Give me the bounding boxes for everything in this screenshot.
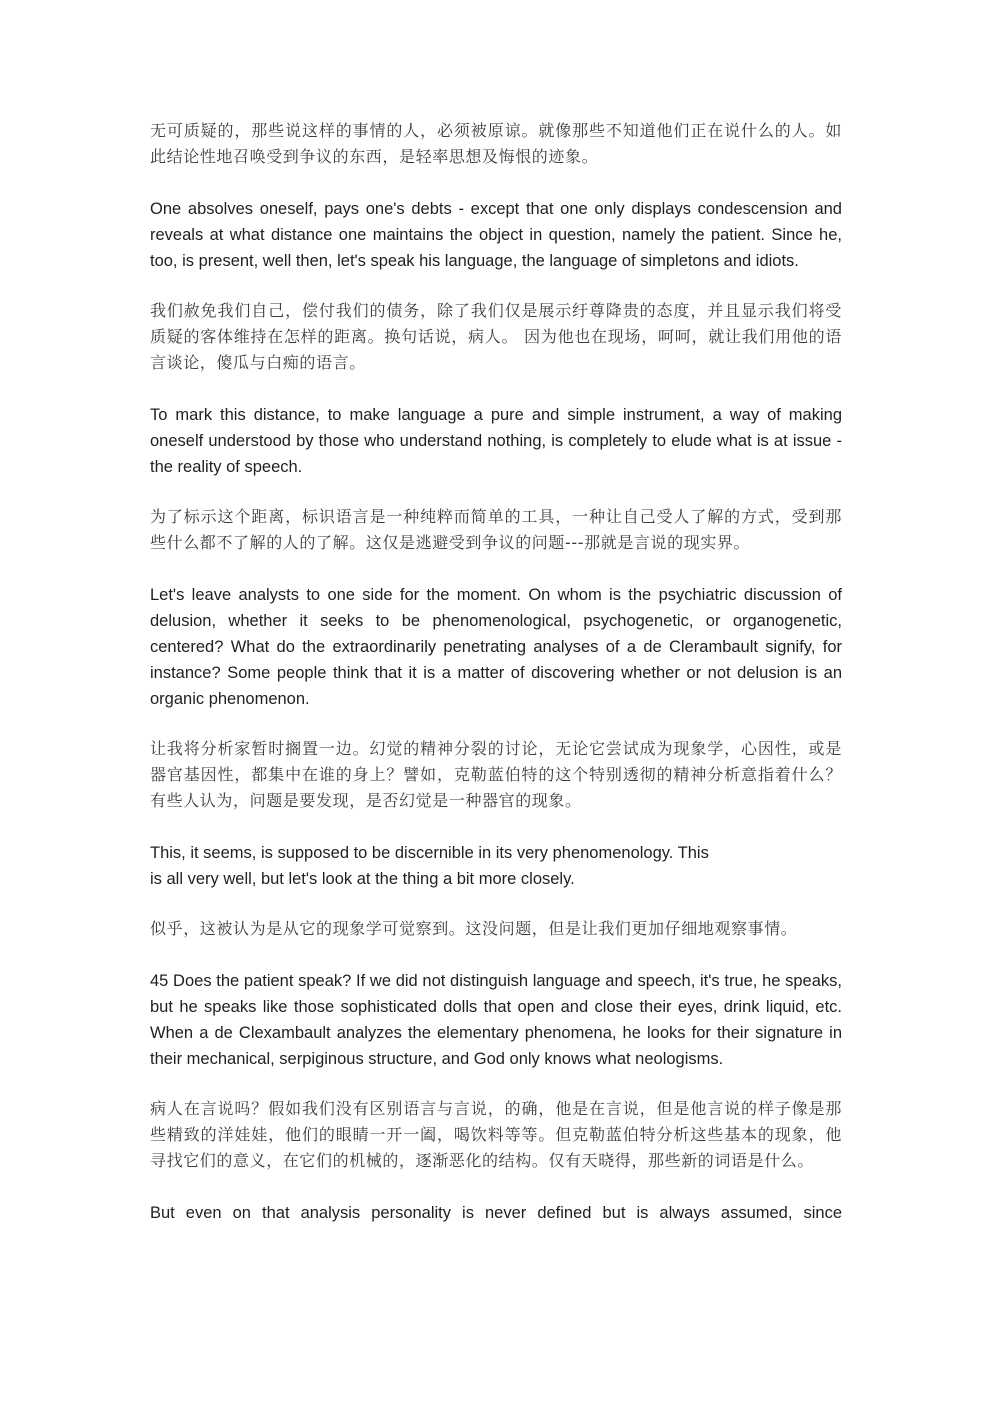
paragraph-zh-3: 为了标示这个距离，标识语言是一种纯粹而简单的工具，一种让自己受人了解的方式，受到那些什么都不了解的人的了解。这仅是逃避受到争议的问题---那就是言说的现实界。 <box>150 507 842 552</box>
paragraph-en-4 <box>150 840 842 892</box>
paragraph-zh-2: 我们赦免我们自己，偿付我们的债务，除了我们仅是展示纡尊降贵的态度，并且显示我们将受质疑的客体维持在怎样的距离。换句话说，病人。 因为他也在现场，呵呵，就让我们用他的语言谈论，傻瓜与白痴的语言。 <box>150 301 842 372</box>
paragraph-zh-1: 无可质疑的，那些说这样的事情的人，必须被原谅。就像那些不知道他们正在说什么的人。如此结论性地召唤受到争议的东西，是轻率思想及悔恨的迹象。 <box>150 121 842 166</box>
paragraph-en-5: 45 Does the patient speak? If we did not distinguish language and speech, it's true, he speaks, but he speaks like those sophisticated dolls that open and close their eyes, drink liquid, etc. When a de Clexambault analyzes the elementary phenomena, he looks for their signature in their mechanical, serpiginous structure, and God only knows what neologisms. <box>150 972 842 1068</box>
paragraph-en-1: One absolves oneself, pays one's debts - except that one only displays condescension and reveals at what distance one maintains the object in question, namely the patient. Since he, too, is present, well then, let's speak his language, the language of simpletons and idiots. <box>150 200 842 270</box>
paragraph-en-2: To mark this distance, to make language a pure and simple instrument, a way of making oneself understood by those who understand nothing, is completely to elude what is at issue - the reality of speech. <box>150 406 842 476</box>
paragraph-en-3: Let's leave analysts to one side for the moment. On whom is the psychiatric discussion of delusion, whether it seeks to be phenomenological, psychogenetic, or organogenetic, centered? What do the extraordinarily penetrating analyses of a de Clerambault signify, for instance? Some people think that it is a matter of discovering whether or not delusion is an organic phenomenon. <box>150 586 842 708</box>
paragraph-en-4-line-1: This, it seems, is supposed to be discernible in its very phenomenology. This <box>150 844 709 862</box>
paragraph-zh-5: 似乎，这被认为是从它的现象学可觉察到。这没问题，但是让我们更加仔细地观察事情。 <box>150 919 798 938</box>
paragraph-en-4-line-2: is all very well, but let's look at the thing a bit more closely. <box>150 870 575 888</box>
paragraph-zh-4: 让我将分析家暂时搁置一边。幻觉的精神分裂的讨论，无论它尝试成为现象学，心因性，或是器官基因性，都集中在谁的身上？譬如，克勒蓝伯特的这个特别透彻的精神分析意指着什么？有些人认为，问题是要发现，是否幻觉是一种器官的现象。 <box>150 739 842 810</box>
paragraph-zh-6: 病人在言说吗？假如我们没有区别语言与言说，的确，他是在言说，但是他言说的样子像是那些精致的洋娃娃，他们的眼睛一开一阖，喝饮料等等。但克勒蓝伯特分析这些基本的现象，他寻找它们的意义，在它们的机械的，逐渐恶化的结构。仅有天晓得，那些新的词语是什么。 <box>150 1099 842 1170</box>
document-body <box>150 118 842 1226</box>
paragraph-en-6: But even on that analysis personality is never defined but is always assumed, since <box>150 1204 842 1222</box>
